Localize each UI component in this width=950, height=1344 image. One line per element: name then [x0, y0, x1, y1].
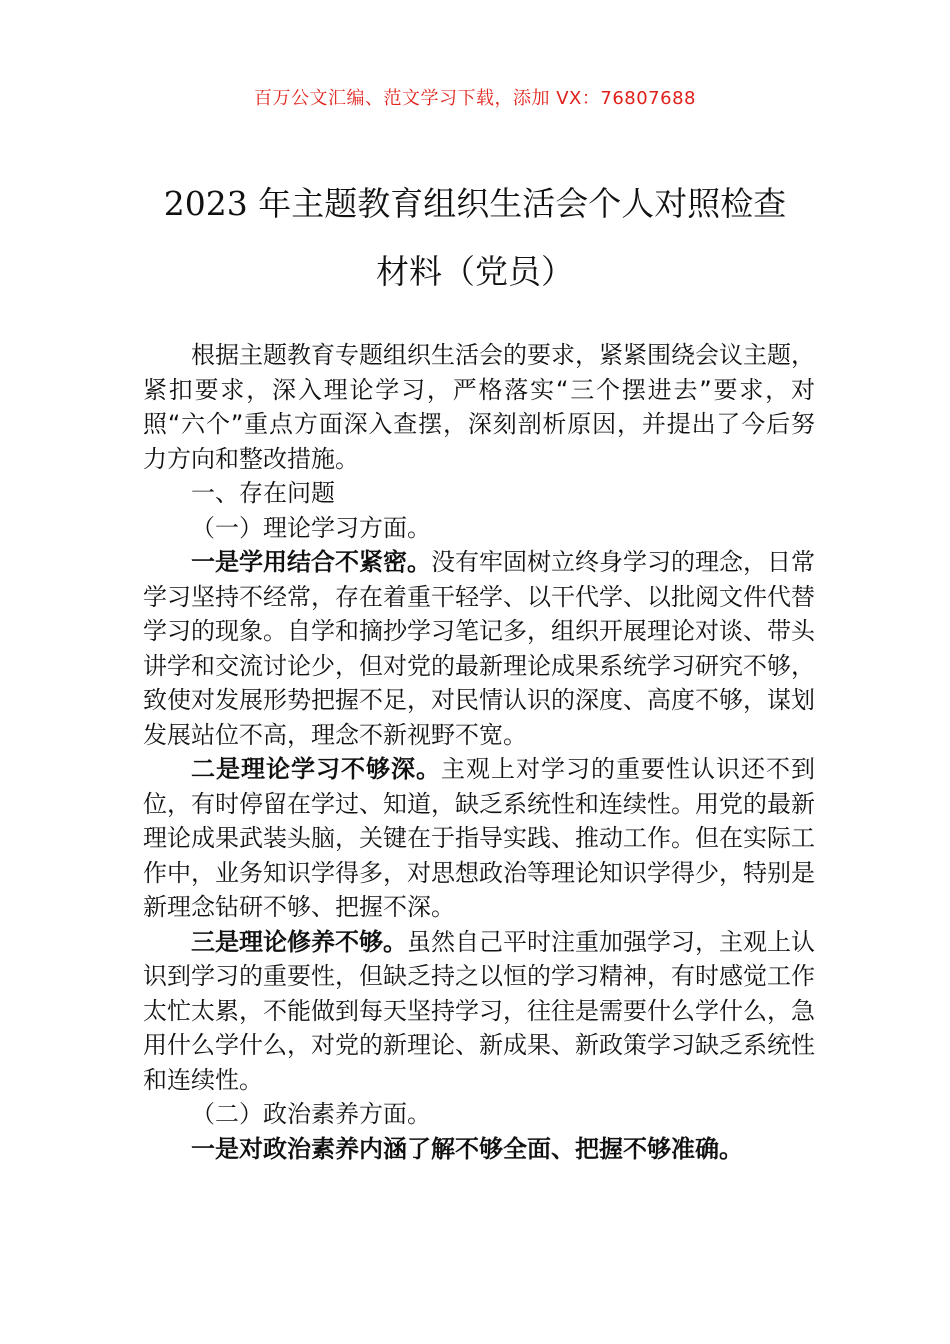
problem-item-1-text: 没有牢固树立终身学习的理念，日常学习坚持不经常，存在着重干轻学、以干代学、以批阅文件代替学习的现象。自学和摘抄学习笔记多，组织开展理论对谈、带头讲学和交流讨论少，但对党的最新理论成果系统学习研究不够，致使对发展形势把握不足，对民情认识的深度、高度不够，谋划发展站位不高，理念不新视野不宽。 [143, 548, 815, 749]
problem-item-3 [143, 925, 815, 1098]
problem-item-1-lead: 一是学用结合不紧密。 [191, 548, 431, 576]
document-body [143, 338, 815, 1166]
document-title-line-1: 2023 年主题教育组织生活会个人对照检查 [163, 184, 787, 223]
subsection-heading-theory: （一）理论学习方面。 [191, 513, 431, 542]
section-heading-problems: 一、存在问题 [191, 479, 335, 507]
politics-item-1-lead: 一是对政治素养内涵了解不够全面、把握不够准确。 [191, 1134, 743, 1163]
watermark-header: 百万公文汇编、范文学习下载，添加 VX：76807688 [254, 88, 696, 109]
problem-item-2-text: 主观上对学习的重要性认识还不到位，有时停留在学过、知道，缺乏系统性和连续性。用党的最新理论成果武装头脑，关键在于指导实践、推动工作。但在实际工作中，业务知识学得多，对思想政治等理论知识学得少，特别是新理念钻研不够、把握不深。 [143, 755, 815, 921]
subsection-heading-politics: （二）政治素养方面。 [191, 1100, 431, 1128]
document-title-line-2: 材料（党员） [376, 252, 574, 291]
problem-item-1 [143, 545, 815, 752]
intro-paragraph: 根据主题教育专题组织生活会的要求，紧紧围绕会议主题，紧扣要求，深入理论学习，严格落实“三个摆进去”要求，对照“六个”重点方面深入查摆，深刻剖析原因，并提出了今后努力方向和整改措施。 [143, 341, 815, 473]
politics-item-1 [143, 1132, 815, 1167]
problem-item-2-lead: 二是理论学习不够深。 [191, 755, 441, 783]
problem-item-2 [143, 752, 815, 925]
problem-item-3-lead: 三是理论修养不够。 [191, 927, 407, 956]
problem-item-3-text: 虽然自己平时注重加强学习，主观上认识到学习的重要性，但缺乏持之以恒的学习精神，有时感觉工作太忙太累，不能做到每天坚持学习，往往是需要什么学什么，急用什么学什么，对党的新理论、新成果、新政策学习缺乏系统性和连续性。 [143, 927, 815, 1094]
